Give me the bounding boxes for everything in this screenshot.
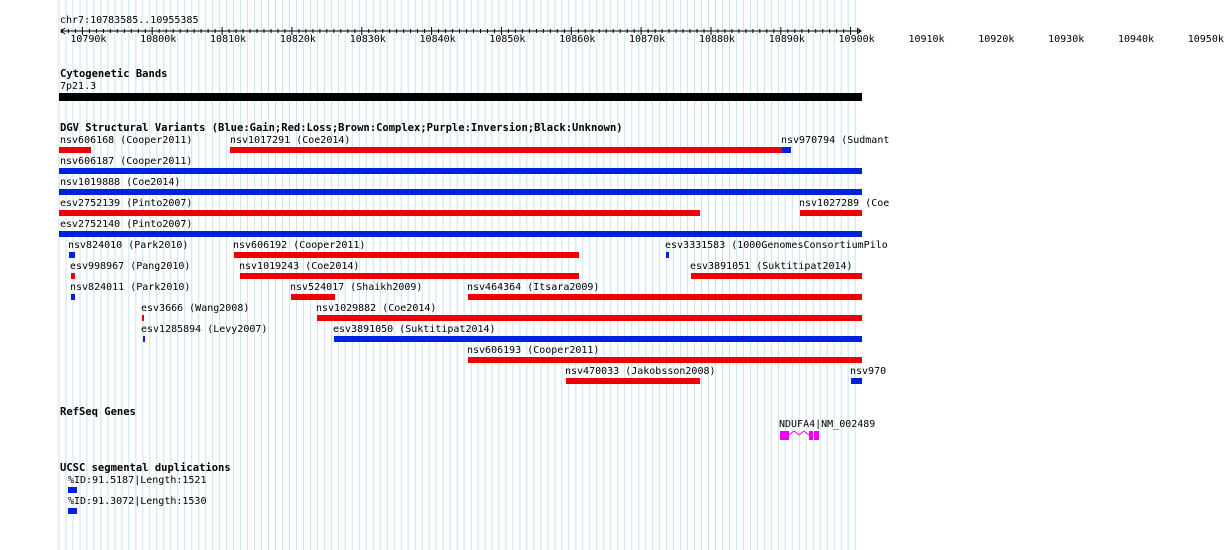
variant-bar[interactable] xyxy=(230,147,782,153)
variant-label: nsv1029882 (Coe2014) xyxy=(316,303,437,314)
ruler-tick-label: 10930k xyxy=(1048,34,1085,45)
segdup-track-title: UCSC segmental duplications xyxy=(60,462,231,474)
variant-label: esv3331583 (1000GenomesConsortiumPilo xyxy=(665,240,888,251)
segdup-bar[interactable] xyxy=(68,487,77,493)
ruler-tick-label: 10840k xyxy=(419,34,456,45)
segdup-bar[interactable] xyxy=(68,508,77,514)
variant-label: nsv606168 (Cooper2011) xyxy=(60,135,193,146)
refseq-track-title: RefSeq Genes xyxy=(60,406,136,418)
variant-bar[interactable] xyxy=(59,231,862,237)
variant-bar[interactable] xyxy=(59,210,700,216)
variant-bar[interactable] xyxy=(69,252,75,258)
ruler-tick-label: 10850k xyxy=(489,34,526,45)
segdup-label: %ID:91.5187|Length:1521 xyxy=(68,475,207,486)
variant-label: nsv606187 (Cooper2011) xyxy=(60,156,193,167)
variant-label: nsv970794 (Sudmant xyxy=(781,135,890,146)
variant-label: nsv824010 (Park2010) xyxy=(68,240,189,251)
variant-label: nsv1019243 (Coe2014) xyxy=(239,261,360,272)
variant-bar[interactable] xyxy=(142,315,144,321)
cytoband-bar[interactable] xyxy=(59,93,862,101)
variant-bar[interactable] xyxy=(782,147,791,153)
variant-bar[interactable] xyxy=(468,357,862,363)
variant-label: nsv824011 (Park2010) xyxy=(70,282,191,293)
variant-label: nsv524017 (Shaikh2009) xyxy=(290,282,423,293)
variant-bar[interactable] xyxy=(59,168,862,174)
gene-intron xyxy=(789,429,809,441)
ruler-tick-label: 10940k xyxy=(1117,34,1155,45)
cytobands-track-title: Cytogenetic Bands xyxy=(60,68,168,80)
variant-label: nsv970 xyxy=(850,366,887,377)
variant-bar[interactable] xyxy=(666,252,669,258)
variant-bar[interactable] xyxy=(234,252,579,258)
gene-exon xyxy=(814,431,819,440)
ruler-tick-label: 10860k xyxy=(559,34,596,45)
variant-label: nsv464364 (Itsara2009) xyxy=(467,282,600,293)
variant-label: esv1285894 (Levy2007) xyxy=(141,324,268,335)
variant-label: esv998967 (Pang2010) xyxy=(70,261,191,272)
variant-label: nsv606192 (Cooper2011) xyxy=(233,240,366,251)
variant-bar[interactable] xyxy=(317,315,862,321)
variant-bar[interactable] xyxy=(851,378,862,384)
variant-label: esv2752140 (Pinto2007) xyxy=(60,219,193,230)
cytoband-label: 7p21.3 xyxy=(60,81,97,92)
variant-bar[interactable] xyxy=(59,147,91,153)
variant-bar[interactable] xyxy=(334,336,862,342)
gene-exon xyxy=(780,431,789,440)
variant-bar[interactable] xyxy=(71,294,75,300)
variant-label: nsv606193 (Cooper2011) xyxy=(467,345,600,356)
ruler-tick-label: 10810k xyxy=(210,34,247,45)
dgv-track-title: DGV Structural Variants (Blue:Gain;Red:Loss;Brown:Complex;Purple:Inversion;Black:Unknown) xyxy=(60,122,623,134)
variant-label: esv3891051 (Suktitipat2014) xyxy=(690,261,853,272)
ruler-tick-label: 10890k xyxy=(768,34,805,45)
variant-label: nsv1019888 (Coe2014) xyxy=(60,177,181,188)
ruler-tick-label: 10830k xyxy=(349,34,386,45)
variant-bar[interactable] xyxy=(59,189,862,195)
ruler-tick-label: 10820k xyxy=(279,34,316,45)
variant-bar[interactable] xyxy=(143,336,145,342)
variant-bar[interactable] xyxy=(291,294,335,300)
variant-label: esv3666 (Wang2008) xyxy=(141,303,250,314)
variant-label: esv3891050 (Suktitipat2014) xyxy=(333,324,496,335)
position-label: chr7:10783585..10955385 xyxy=(60,15,199,26)
variant-label: esv2752139 (Pinto2007) xyxy=(60,198,193,209)
gene-label: NDUFA4|NM_002489 xyxy=(779,419,876,430)
variant-bar[interactable] xyxy=(800,210,862,216)
ruler-tick-label: 10800k xyxy=(140,34,177,45)
variant-label: nsv470033 (Jakobsson2008) xyxy=(565,366,716,377)
variant-label: nsv1027289 (Coe xyxy=(799,198,890,209)
ruler-tick-label: 10870k xyxy=(629,34,666,45)
ruler-tick-label: 10880k xyxy=(698,34,736,45)
ruler-tick-label: 10900k xyxy=(838,34,875,45)
segdup-label: %ID:91.3072|Length:1530 xyxy=(68,496,207,507)
variant-bar[interactable] xyxy=(240,273,579,279)
gene-model-ndufa4[interactable] xyxy=(780,429,820,441)
variant-bar[interactable] xyxy=(468,294,862,300)
variant-bar[interactable] xyxy=(71,273,75,279)
ruler-tick-label: 10920k xyxy=(978,34,1015,45)
ruler-tick-label: 10950k xyxy=(1187,34,1224,45)
variant-label: nsv1017291 (Coe2014) xyxy=(230,135,351,146)
ruler-tick-label: 10790k xyxy=(70,34,107,45)
gene-exon xyxy=(809,431,813,440)
ruler-tick-label: 10910k xyxy=(908,34,945,45)
variant-bar[interactable] xyxy=(691,273,862,279)
variant-bar[interactable] xyxy=(566,378,700,384)
